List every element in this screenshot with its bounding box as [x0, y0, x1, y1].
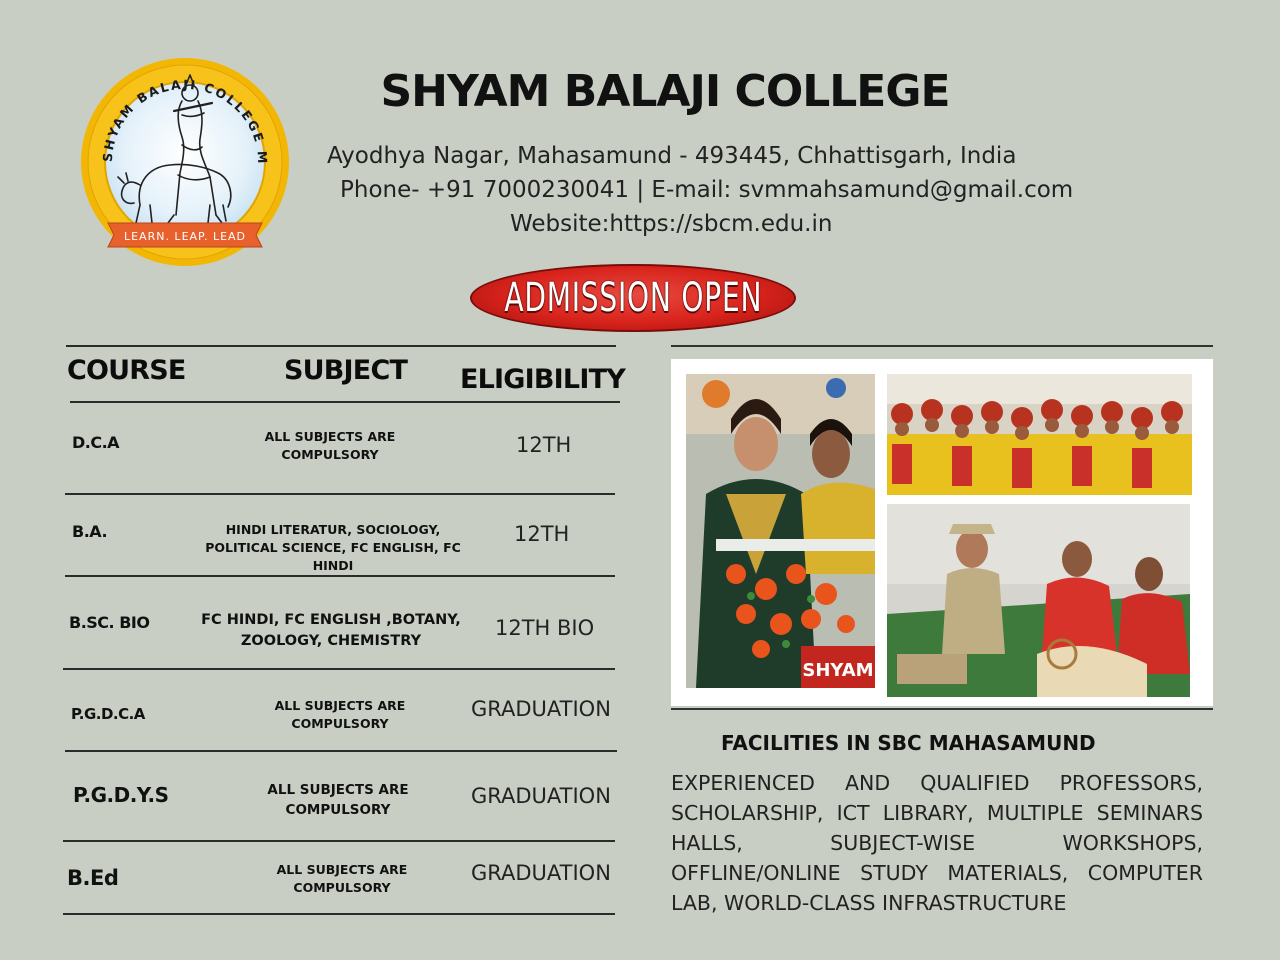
header-eligibility: ELIGIBILITY: [460, 364, 625, 395]
table-top-rule: [66, 345, 616, 347]
photo-workshop-visit: [887, 504, 1190, 697]
eligibility-cell: GRADUATION: [471, 784, 611, 808]
row-rule: [63, 668, 615, 670]
subject-cell: FC HINDI, FC ENGLISH ,BOTANY, ZOOLOGY, CHEMISTRY: [201, 612, 461, 650]
course-cell: B.SC. BIO: [69, 613, 150, 632]
row-rule: [65, 493, 615, 495]
admission-open-banner: [470, 264, 796, 332]
college-name: SHYAM BALAJI COLLEGE: [380, 66, 950, 117]
facilities-text: EXPERIENCED AND QUALIFIED PROFESSORS, SCHOLARSHIP, ICT LIBRARY, MULTIPLE SEMINARS HALLS, SUBJECT-WISE WORKSHOPS, OFFLINE/ONLINE STUDY MATERIALS, COMPUTER LAB, WORLD-CLASS INFRASTRUCTURE: [671, 771, 1203, 915]
logo-motto: LEARN. LEAP. LEAD: [123, 230, 247, 243]
row-rule: [65, 575, 615, 577]
photo-collage: [671, 359, 1213, 706]
photo-sign-text: SHYAM: [802, 660, 874, 681]
photo-bottom-rule: [671, 708, 1213, 710]
subject-cell: ALL SUBJECTS ARE COMPULSORY: [264, 429, 396, 463]
logo-ring-text: SHYAM BALAJI COLLEGE M: [99, 76, 271, 166]
photo-cultural-group: [887, 374, 1192, 495]
photo-top-rule: [671, 345, 1213, 347]
row-rule: [65, 750, 617, 752]
course-cell: P.G.D.Y.S: [73, 783, 169, 807]
website-line: Website:https://sbcm.edu.in: [510, 211, 833, 237]
subject-cell: HINDI LITERATUR, SOCIOLOGY, POLITICAL SCIENCE, FC ENGLISH, FC HINDI: [205, 522, 461, 574]
eligibility-cell: GRADUATION: [471, 697, 611, 721]
course-cell: B.A.: [72, 522, 108, 541]
row-rule: [63, 840, 615, 842]
course-cell: D.C.A: [72, 433, 120, 452]
photo-students-stage: [686, 374, 875, 688]
subject-cell: ALL SUBJECTS ARE COMPULSORY: [274, 698, 406, 732]
eligibility-cell: GRADUATION: [471, 861, 611, 885]
address-line: Ayodhya Nagar, Mahasamund - 493445, Chhattisgarh, India: [327, 143, 1017, 169]
eligibility-cell: 12TH BIO: [495, 616, 595, 640]
header-course: COURSE: [67, 355, 186, 386]
course-cell: B.Ed: [67, 866, 119, 890]
table-bottom-rule: [63, 913, 615, 915]
subject-cell: ALL SUBJECTS ARE COMPULSORY: [276, 862, 408, 896]
header-subject: SUBJECT: [284, 355, 408, 386]
admission-open-label: ADMISSION OPEN: [504, 275, 762, 321]
course-cell: P.G.D.C.A: [71, 705, 145, 723]
college-logo: [78, 55, 292, 269]
header-bottom-rule: [70, 401, 620, 403]
facilities-title: FACILITIES IN SBC MAHASAMUND: [721, 731, 1096, 755]
subject-cell: ALL SUBJECTS ARE COMPULSORY: [267, 782, 409, 818]
contact-line: Phone- +91 7000230041 | E-mail: svmmahsamund@gmail.com: [340, 177, 1074, 203]
eligibility-cell: 12TH: [516, 433, 572, 457]
eligibility-cell: 12TH: [514, 522, 570, 546]
